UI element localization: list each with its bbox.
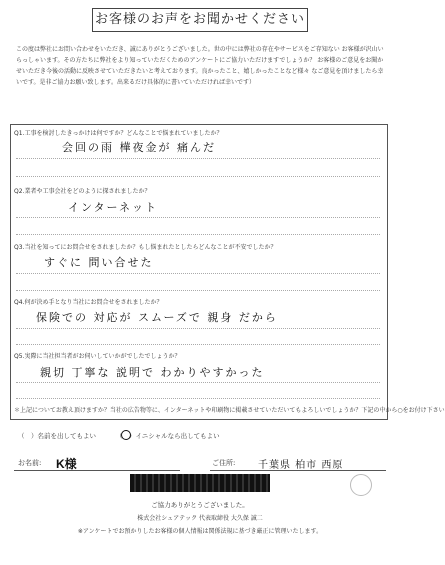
address-label: ご住所: xyxy=(212,459,236,467)
footer-privacy: ※アンケートでお預かりしたお客様の個人情報は関係法規に基づき厳正に管理いたします。 xyxy=(77,528,323,535)
redacted-phone xyxy=(130,474,270,492)
address-underline xyxy=(210,470,386,471)
customer-name: K様 xyxy=(56,457,77,471)
divider xyxy=(16,398,380,399)
footer-company: 株式会社シュアテック 代表取締役 大久保 誠二 xyxy=(137,515,263,522)
option-initial-label: イニシャルなら出してもよい xyxy=(135,432,220,440)
name-label: お名前: xyxy=(18,459,42,467)
divider xyxy=(16,290,380,291)
divider xyxy=(16,176,380,177)
divider xyxy=(16,158,380,159)
footer-thanks: ご協力ありがとうございました。 xyxy=(151,501,249,509)
stamp-seal-icon xyxy=(350,474,372,496)
consent-note: ＊上記についてお教え頂けますか？当社の広告物等に、インターネットや印刷物に掲載させていただいてもよろしいでしょうか？下記の中から○をお付け下さい xyxy=(14,407,445,414)
option-name-label: 名前を出してもよい xyxy=(37,432,96,440)
divider xyxy=(16,217,380,218)
q2-answer: インターネット xyxy=(68,201,159,214)
page-title: お客様のお声をお聞かせください xyxy=(92,8,308,32)
divider xyxy=(16,344,380,345)
q3-label: Q3.当社を知ってにお問合せをされましたか？もし悩まれたとしたらどんなことが不安でしたか？ xyxy=(14,244,277,251)
name-underline xyxy=(14,470,180,471)
option-initial[interactable]: （ ）イニシャルなら出してもよい xyxy=(116,432,220,440)
divider xyxy=(16,273,380,274)
divider xyxy=(16,234,380,235)
customer-address: 千葉県 柏市 西原 xyxy=(258,460,344,471)
divider xyxy=(16,328,380,329)
option-name[interactable]: （ ）名前を出してもよい xyxy=(18,432,96,440)
divider xyxy=(16,382,380,383)
q4-label: Q4.何が決め手となり当社にお問合せをされましたか？ xyxy=(14,299,163,306)
q3-answer: すぐに 問い合せた xyxy=(44,256,154,269)
q5-answer: 親切 丁寧な 説明で わかりやすかった xyxy=(40,366,265,379)
intro-text: この度は弊社にお問い合わせをいただき、誠にありがとうございました。世の中には弊社の存在やサービスをご存知ない お客様が沢山いらっしゃいます。その方たちに弊社をより知っていただくためのアンケートにご協力いただけますでしょうか？ お客様のご意見をお聞かせいただき今後の活動に反映させていただきたいと考えております。良かったこと、嬉しかったことなど様々 なご意見を頂けましたら幸いです。是非ご協力お願い致します。出来るだけ具体的に書いていただければ幸いです） xyxy=(16,46,384,86)
q1-label: Q1.工事を検討したきっかけは何ですか？どんなことで悩まれていましたか？ xyxy=(14,130,223,137)
q1-answer: 会回の雨 樺夜金が 痛んだ xyxy=(62,141,216,154)
q5-label: Q5.実際に当社担当者がお伺いしていかがでしたでしょうか？ xyxy=(14,353,181,360)
q2-label: Q2.業者や工事会社をどのように探されましたか？ xyxy=(14,188,151,195)
q4-answer: 保険での 対応が スムーズで 親身 だから xyxy=(36,311,278,324)
